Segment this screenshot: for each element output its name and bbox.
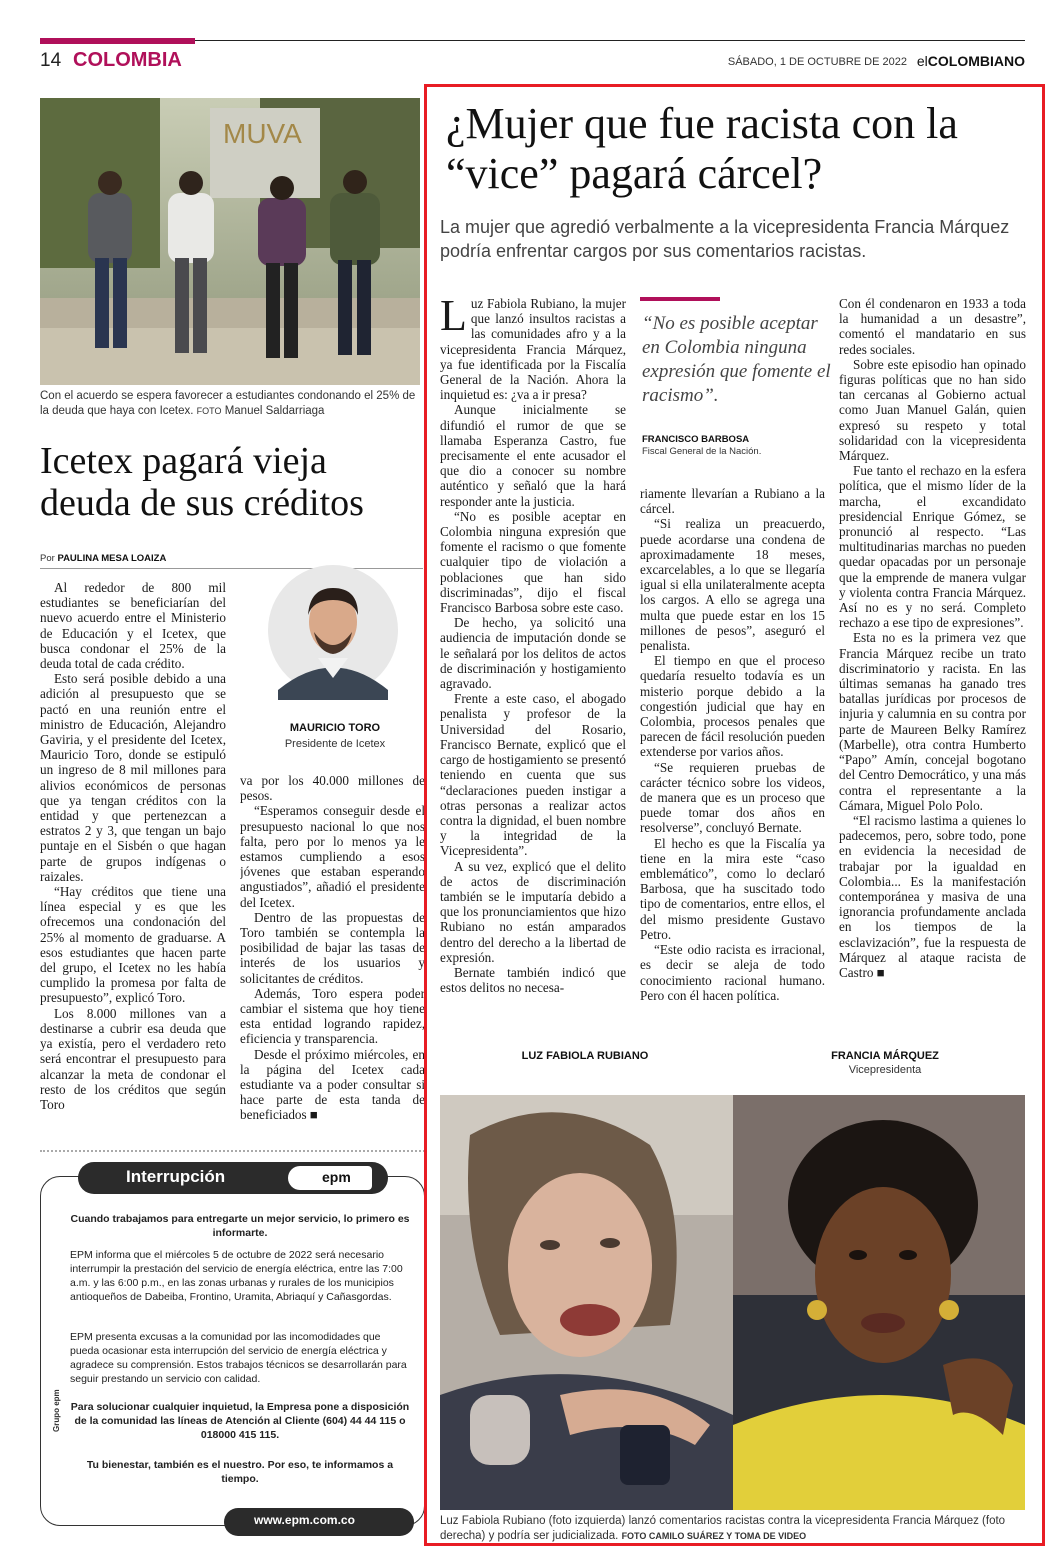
right-photo-caption [440,1514,1028,1544]
paragraph: “El racismo lastima a quienes lo padecemos, pero, sobre todo, pone en evidencia la necesidad de trabajar por la igualdad en Colombia... Es la manifestación contemporánea y masiva de una ignorancia profundamente anclada en los tiempos de la esclavización”, fue la respuesta de Márquez al ataque racista de Castro ■ [839,812,1026,980]
building-sign: MUVA [223,118,302,149]
paragraph: El hecho es que la Fiscalía ya tiene en la mira este “caso emblemático”, como lo declaró Barbosa, que ha suscitado todo tipo de comentarios, entre ellos, el del mismo presidente Gustavo Petro. [640,835,825,942]
byline [40,553,166,564]
right-article-column-1 [440,296,626,1024]
marquez-illustration [733,1095,1025,1510]
paragraph: Frente a este caso, el abogado penalista y profesor de la Universidad del Rosario, Francisco Bernate, explicó que el cargo de hostigamiento se presentó teniendo en cuenta que sus “declaraciones pueden instigar a otras personas a realizar actos contra la dignidad, el buen nombre y la integridad de la Vicepresidenta”. [440,691,626,859]
photo-credit: FOTO CAMILO SUÁREZ Y TOMA DE VIDEO [621,1531,807,1541]
photo-label-marquez: FRANCIA MÁRQUEZ [831,1050,939,1062]
paragraph: Dentro de las propuestas de Toro también se contempla la posibilidad de bajar las tasas de interés de los usuarios y solicitantes de créditos. [240,909,425,986]
paragraph: El tiempo en que el proceso quedaría resuelto todavía es un misterio porque debido a la congestión judicial que hay en Colombia, procesos penales que parecen de fácil resolución pueden extenderse por varios años. [640,653,825,760]
ad-side-logo: Grupo epm [52,1389,61,1432]
masthead-prefix: el [916,53,928,69]
photo-credit: Manuel Saldarriaga [224,405,325,417]
ad-paragraph-2: EPM presenta excusas a la comunidad por las incomodidades que pueda ocasionar esta interrupción del servicio de energía eléctrica y agradece su comprensión. Estos trabajos técnicos se desarrollarán para seguir prestando un servicio con calidad. [70,1331,407,1385]
left-headline: Icetex pagará vieja deuda de sus créditos [40,440,364,524]
right-subheadline: La mujer que agredió verbalmente a la vicepresidenta Francia Márquez podría enfrentar cargos por sus comentarios racistas. [440,217,1010,261]
pull-quote-role: Fiscal General de la Nación. [642,446,762,457]
paragraph: “Esperamos conseguir desde el presupuesto nacional lo que nos falta, pero por lo menos ya le estamos cumpliendo a esos jóvenes que estaban esperando angustiados”, añadió el presidente del Icetex. [240,803,425,910]
section-name: COLOMBIA [73,49,182,71]
page-header [40,38,1025,74]
portrait-illustration [268,560,398,700]
students-illustration [40,98,420,385]
ad-separator [40,1150,425,1152]
ad-paragraph-1: EPM informa que el miércoles 5 de octubre de 2022 será necesario interrumpir la prestación del servicio de energía eléctrica, entre las 7:00 a.m. y las 6:00 p.m., en las zonas urbanas y rurales de los municipios antioqueños de Dabeiba, Frontino, Uramita, Abriaquí y Cañasgordas. [70,1249,403,1303]
rubiano-illustration [440,1095,733,1510]
mauricio-toro-portrait [268,560,398,700]
caption-text: Con el acuerdo se espera favorecer a estudiantes condonando el 25% de la deuda que haya con Icetex. [40,390,416,417]
paragraph: Al rededor de 800 mil estudiantes se beneficiarían del nuevo acuerdo entre el Ministerio de Educación y el Icetex, que busca condonar el 25% de la deuda total de cada crédito. [40,580,226,672]
photo-credit-label: FOTO [196,406,222,416]
paragraph: Con él condenaron en 1933 a toda la humanidad a un desastre”, comentó el mandatario en sus redes sociales. [839,296,1026,357]
left-article-column-2 [240,773,425,1133]
photo-label-marquez-role: Vicepresidenta [848,1064,922,1076]
pull-quote-author: FRANCISCO BARBOSA [642,434,750,445]
paragraph: A su vez, explicó que el delito de actos de discriminación también se le imputaría debido a que los pronunciamientos que hizo Rubiano no están amparados dentro del derecho a la libertad de expresión. [440,858,626,965]
paragraph: “Si realiza un preacuerdo, puede acordarse una condena de aproximadamente 18 meses, excarcelables, a lo que se llegaría igual si ella unilateralmente acepta los cargos. A ello se agrega una multa que puede estar en los 15 millones de pesos”, aseguró el penalista. [640,516,825,654]
paragraph: Fue tanto el rechazo en la esfera política, que el mismo líder de la marcha, el excandidato presidencial Enrique Gómez, se pronunció al respecto. “Las multitudinarias marchas no pueden quedar opacadas por un personaje que la emprende de manera vulgar y violenta contra Francia Márquez. Así no es y no será. Completo rechazo a ese tipo de expresiones”. [839,463,1026,631]
section-accent-bar [40,38,195,44]
paragraph: “Este odio racista es irracional, es decir se aleja de todo conocimiento racional humano. Pero con él hacen política. [640,942,825,1003]
right-headline: ¿Mujer que fue racista con la “vice” pagará cárcel? [446,99,958,198]
caption-text: Luz Fabiola Rubiano (foto izquierda) lanzó comentarios racistas contra la vicepresidenta Francia Márquez (foto derecha) y podría ser judicializada. [440,1515,1006,1542]
ad-intro: Cuando trabajamos para entregarte un mejor servicio, lo primero es informarte. [70,1213,410,1239]
paragraph: Los 8.000 millones van a destinarse a cubrir esa deuda que ya existía, pero el verdadero reto será encontrar el presupuesto para alcanzar la meta de condonar el resto de los créditos que según Toro [40,1005,226,1112]
paragraph: Luz Fabiola Rubiano, la mujer que lanzó insultos racistas a las comunidades afro y a la vicepresidenta Francia Márquez, ya fue identificada por la Fiscalía General de la Nación. Ahora la inquietud es: ¿va a ir presa? [440,296,626,403]
paragraph: Sobre este episodio han opinado figuras políticas que no han sido tan cercanas al Gobierno actual como Juan Manuel Galán, quien expresó su respeto y total solidaridad con la vicepresidenta Márquez. [839,356,1026,464]
right-article-column-3 [839,296,1026,1024]
paragraph: “Hay créditos que tiene una línea especial y es que les ofrecemos una condonación del 25% al momento de graduarse. A esos estudiantes que hacen parte del grupo, el Icetex no les había cumplido la promesa por falta de presupuesto”, explicó Toro. [40,884,226,1006]
masthead-name: COLOMBIANO [927,53,1025,69]
paragraph: riamente llevarían a Rubiano a la cárcel. [640,486,825,517]
ad-slogan: Tu bienestar, también es el nuestro. Por eso, te informamos a tiempo. [86,1459,394,1485]
right-article-column-2 [640,486,825,1026]
students-photo [40,98,420,385]
students-photo-caption [40,389,420,419]
paragraph: Desde el próximo miércoles, en la página del Icetex cada estudiante va a poder consultar si hace parte de esta tanda de beneficiados ■ [240,1046,425,1123]
left-article-column-1 [40,580,226,1130]
profile-role: Presidente de Icetex [284,738,386,750]
paragraph: Además, Toro espera poder cambiar el sistema que hoy tiene esta entidad logrando rapidez, eficiencia y transparencia. [240,985,425,1047]
publication-date: SÁBADO, 1 DE OCTUBRE DE 2022 [727,56,907,68]
paragraph: “Se requieren pruebas de carácter técnico sobre los videos, de manera que es un proceso que puede tomar dos años en resolverse”, concluyó Bernate. [640,759,825,836]
byline-name: PAULINA MESA LOAIZA [57,553,167,564]
paragraph: Bernate también indicó que estos delitos no necesa- [440,964,626,996]
profile-name: MAURICIO TORO [289,722,381,734]
photo-label-rubiano: LUZ FABIOLA RUBIANO [521,1050,649,1062]
paragraph: De hecho, ya solicitó una audiencia de imputación donde se le señalará por los delitos de actos de discriminación y hostigamiento agravado. [440,615,626,692]
ad-url[interactable]: www.epm.com.co [254,1513,355,1527]
epm-logo: epm [322,1169,351,1185]
paragraph: “No es posible aceptar en Colombia ninguna expresión que fomente el racismo o que fomente cualquier tipo de violación a poblaciones que han sido discriminadas”, dijo el fiscal Francisco Barbosa sobre este caso. [440,508,626,616]
paragraph: Esta no es la primera vez que Francia Márquez recibe un trato discriminatorio y racista. En las últimas semanas ha ganado tres batallas jurídicas por procesos de injuria y calumnia en su contra por parte de Maureen Belky Ramírez (Marbelle), otra contra Humberto “Papo” Amín, concejal bogotano del Centro Democrático, y una más contra el representante a la Cámara, Miguel Polo Polo. [839,630,1026,813]
ad-paragraph-3: Para solucionar cualquier inquietud, la Empresa pone a disposición de la comunidad las líneas de Atención al Cliente (604) 44 44 115 o 018000 415 115. [70,1401,410,1441]
pull-quote-rule [640,297,720,301]
epm-advertisement [40,1162,425,1542]
pull-quote: “No es posible aceptar en Colombia ninguna expresión que fomente el racismo”. [642,313,831,406]
rubiano-photo [440,1095,733,1510]
byline-prefix: Por [40,553,55,564]
paragraph: Esto será posible debido a una adición al presupuesto que se pactó en una reunión entre el ministro de Educación, Alejandro Gaviria, y el presidente del Icetex, Mauricio Toro, donde se estipuló un ingreso de 8 mil millones para alivios económicos de personas que ya tengan créditos con la entidad y que pertenezcan a estratos 2 y 3, que tengan un bajo puntaje en el Sisbén o que hagan parte de grupos indígenas o raizales. [40,671,226,884]
masthead-logo [917,53,1025,69]
ad-title: Interrupción [126,1167,226,1186]
paragraph: Aunque inicialmente se difundió el rumor de que se llamaba Esperanza Castro, fue precisamente el ente acusador el que dio a conocer su nombre auténtico y señaló que la hará responder ante la justicia. [440,402,626,509]
paragraph: va por los 40.000 millones de pesos. [240,773,425,804]
marquez-photo [733,1095,1025,1510]
page-number: 14 [40,50,62,71]
